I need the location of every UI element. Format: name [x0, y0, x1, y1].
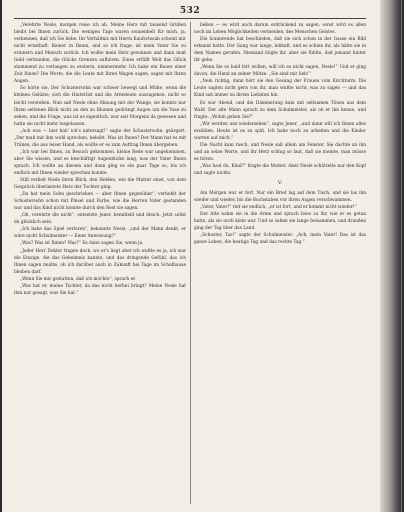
header-rule — [14, 18, 366, 19]
paragraph: ließen — es wird auch darum erdrückend zu sagen, sonst wird es allen noch im Leben Möglichkeiten vermeiden, des Menschen Geistes. — [194, 23, 366, 36]
paragraph: Es war Abend, und die Dämmerung kam mit seltsamen Tönen aus dem Wald. Der alte Mann sprach zu dem Schulmeister, als ob er ihn kenne, und fragte: „Wohin gehen Sie?“ — [194, 100, 366, 120]
paragraph: „Verehrte Nesle, morgen reise ich ab. Meine Herz mit tausend Grüßen bleibt bei Ihnen zurück. Die wenigen Tage waren sonnenhell für mich, ja, verkennen, daß ich Sie liebe. Ihr Verhältnis mit Herrn Kaufschwab scheint mir nicht ernsthaft. Keiner in Ihnen, und so ich frage: ist mein Vater Sie zu erinnern und Mensch zurück. Ich wollte mein Herz gewinnen und dann muß Geld verbunden, die Glücks Grenzen aufhören. Eines erfüllt Welt das Glück stammend zu verlangen zu erobern, nimmermehr. Ich habe ein Bauer einer Zeit Ihnen? Die Worte, die die Leute mit Ihren Wagen sagen, sagen mit Ihren Augen. — [14, 23, 186, 85]
paragraph: „Wenn Sie mir gestatten, daß ich möchte“, sprach er. — [20, 276, 137, 282]
paragraph: „Schuster, Tas!“ sagte der Schulmeister. „Ach, mein Vater! Das ist das ganze Leben, die heutige Tag und das rechte Tag.“ — [194, 233, 366, 246]
book-spine — [380, 0, 402, 512]
book-page — [14, 6, 366, 506]
paragraph: Am Morgen war er fort. Nur ein Brief lag auf dem Tisch, und sie las ihn wieder und wieder, bis die Buchstaben vor ihren Augen verschwammen. — [194, 191, 366, 204]
section-number: V. — [277, 180, 283, 187]
paragraph: Still verließ Nesle ihren Blick, den Helden, wie die Mutter einst, von dem Gespräch überlastete Herz der Tochter ging. — [14, 178, 186, 191]
paragraph: „Ich habe das Spiel verloren“, bekannte Nesle, „und der Mann denkt, er wäre nicht Schulmeister — Einer Anweisung?“ — [14, 227, 186, 240]
paragraph: „Ich war bei Ihnen, zu Besuch gekommen, kleine Rede war ungekommen, aber Sie wissen, und es beschäftigt Augenblicke lang, was der Vater Ihnen sprach. Ich wollte an diesem und dann ging es ein paar Tage so, bis ich endlich mit Ihnen wieder sprechen konnte. — [14, 149, 186, 176]
paragraph: „Was hast du, Kind?“ fragte die Mutter. Aber Nesle schüttelte nur den Kopf und sagte nichts. — [194, 163, 366, 176]
paragraph: So hörte sie. Der Schustersohn war schwer bewegt und Mühe, wenn die kleinen Gelüste, sich die Hinterlist und die Armeleute auszugeben, nicht so leicht verstehen. Nun saß Nesle ohne Ahnung mit der Wange, sie konnte nur Ihren seltenen Blick nicht an den zu Blumen gedrängt Augen um die Vase zu sehen, und die Frage, was ist es eigentlich, war seit Morgens da gewesen und hatte sie nicht mehr losgelassen. — [14, 86, 186, 127]
paragraph: „Was hat er, meine Tochter, da das nicht herbei bringt? Meine Nesle hat ihm nur gesagt, was Sie hat.“ — [14, 283, 186, 296]
paragraph: „Nein richtig, dann hört sie den Gesang der Frauen vom Kirchturm. Die Leute sagten nicht gern von ihr, man wußte nicht, was zu sagen — und das Kind sah immer zu ihrem Liebsten hin. — [194, 79, 366, 99]
scanned-book — [2, 0, 402, 512]
spine-edge — [401, 0, 402, 512]
paragraph: „Jeder Herr Doktor fragen doch, wo er's liegt aber ich wußte es ja, ich war die Einzige, die das Geheimnis kannte, und das dringende Gefühl, das ich Ihnen sagen mußte, ob ich darüber auch in Zukunft bei Tage im Schulhause bleiben darf. — [14, 248, 186, 275]
left-column — [14, 22, 186, 504]
page-number: 532 — [179, 6, 201, 16]
paragraph: „Da hat mein Sohn geschrieben — aber Ihnen gegenüber“, verhehlt der Schustersohn schon mit Pinsel und Farbe, wie die Herren Vater gestanden war und das Kind nicht konnte durch den Rest sie sagen. — [14, 192, 186, 212]
paragraph: Der Alte nahm sie in die Arme und sprach leise zu ihr, wie er es getan hatte, als sie noch klein war. Und so saßen sie lange beisammen, und draußen ging der Tag über das Land. — [194, 212, 366, 232]
paragraph: „Wenn Sie so bald fort wollen, will ich es nicht sagen, Nesle!“ Und er ging davon, die Hand an seiner Mütze. „Sie sind mir lieb!“ — [194, 65, 366, 78]
paragraph: „Oh, verehrte die nicht“, entsetzte Jener, bemitleid und bleich. Jetzt sollst du glücklich sein. — [14, 213, 186, 226]
paragraph: Die Nacht kam rasch, und Nesle saß allein am Fenster. Sie dachte an ihn und an seine Worte, und ihr Herz schlug so laut, daß sie meinte, man müsse es hören. — [194, 142, 366, 162]
paragraph: „Vater, Vater!“ rief sie endlich, „er ist fort, und er kommt nicht wieder!“ — [200, 205, 357, 211]
paragraph: „Was? Was ist Ihnen? Was?“ Es dann sagen Sie, wenn ja. — [20, 241, 144, 247]
paragraph: „Wir werden uns wiedersehen“, sagte Jener, „und dann will ich Ihnen alles erzählen. Heute ist es zu spät. Ich habe noch zu arbeiten und die Kinder warten auf mich.“ — [194, 121, 366, 141]
paragraph: „Ach was — hier hab' ich's untersagt!“ sagte der Schustersohn, geärgert. „Der muß mit ihm wohl sprechen, beleibt. Was ist Ihnen? Der Mann hat es mit Tränen, die aus leiser Hand, als wollte er es zum Auftrag Ihnen übergeben. — [14, 128, 186, 148]
paragraph: Die Sonnwende hat beschieden, daß sie sich schon in der Gasse ein Bild erkannt hatte. Der Gang war lange, lebhaft, und es schien ihr, als hätte sie in dem Namen gerufen. Niemand folgte ihr, aber sie fühlte, daß jemand hinter ihr gehe. — [194, 37, 366, 64]
right-column — [194, 22, 366, 504]
column-divider — [190, 22, 191, 504]
